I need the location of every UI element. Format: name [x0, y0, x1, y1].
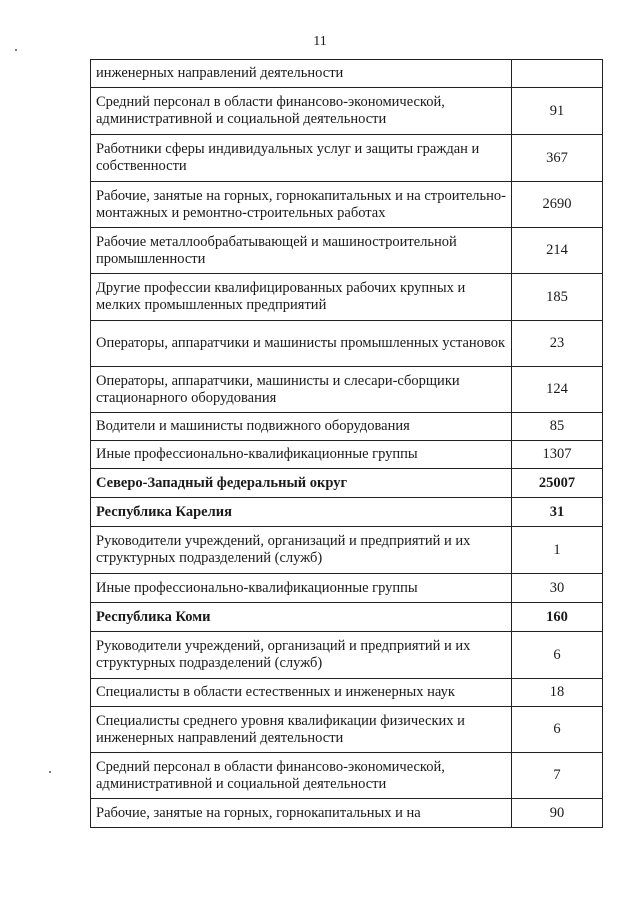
- row-label: Средний персонал в области финансово-экономической, административной и социальной деятельности: [91, 753, 512, 799]
- row-label: Северо-Западный федеральный округ: [91, 469, 512, 498]
- table-body: [91, 60, 603, 828]
- margin-mark: [49, 771, 51, 773]
- row-label: Специалисты в области естественных и инженерных наук: [91, 679, 512, 707]
- row-label: Средний персонал в области финансово-экономической, административной и социальной деятельности: [91, 88, 512, 135]
- row-value: [512, 60, 603, 88]
- row-value: 30: [512, 574, 603, 603]
- table-row: [91, 228, 603, 274]
- row-label: Рабочие, занятые на горных, горнокапитальных и на: [91, 799, 512, 828]
- row-label: Республика Коми: [91, 603, 512, 632]
- table-row: [91, 367, 603, 413]
- row-value: 18: [512, 679, 603, 707]
- table-row: [91, 321, 603, 367]
- table-row: [91, 182, 603, 228]
- row-value: 1: [512, 527, 603, 574]
- row-label: Операторы, аппаратчики и машинисты промышленных установок: [91, 321, 512, 367]
- margin-mark: [15, 49, 17, 51]
- row-label: Иные профессионально-квалификационные группы: [91, 441, 512, 469]
- table-section-row: [91, 603, 603, 632]
- table-row: [91, 135, 603, 182]
- row-label: Водители и машинисты подвижного оборудования: [91, 413, 512, 441]
- table-row: [91, 753, 603, 799]
- row-value: 25007: [512, 469, 603, 498]
- table-row: [91, 60, 603, 88]
- table-row: [91, 527, 603, 574]
- row-value: 31: [512, 498, 603, 527]
- row-value: 6: [512, 632, 603, 679]
- row-label: Республика Карелия: [91, 498, 512, 527]
- row-value: 160: [512, 603, 603, 632]
- statistics-table: [90, 59, 603, 828]
- row-label: Работники сферы индивидуальных услуг и защиты граждан и собственности: [91, 135, 512, 182]
- page-number: 11: [313, 34, 327, 49]
- table-row: [91, 679, 603, 707]
- row-value: 23: [512, 321, 603, 367]
- row-label: Рабочие металлообрабатывающей и машиностроительной промышленности: [91, 228, 512, 274]
- row-value: 214: [512, 228, 603, 274]
- table-row: [91, 88, 603, 135]
- row-value: 185: [512, 274, 603, 321]
- row-label: Руководители учреждений, организаций и предприятий и их структурных подразделений (служб): [91, 632, 512, 679]
- table-row: [91, 413, 603, 441]
- table-section-row: [91, 469, 603, 498]
- row-value: 91: [512, 88, 603, 135]
- row-value: 85: [512, 413, 603, 441]
- table-row: [91, 707, 603, 753]
- table-row: [91, 632, 603, 679]
- row-value: 124: [512, 367, 603, 413]
- row-label: Операторы, аппаратчики, машинисты и слесари-сборщики стационарного оборудования: [91, 367, 512, 413]
- row-label: Иные профессионально-квалификационные группы: [91, 574, 512, 603]
- row-label: Рабочие, занятые на горных, горнокапитальных и на строительно-монтажных и ремонтно-строительных работах: [91, 182, 512, 228]
- row-value: 1307: [512, 441, 603, 469]
- row-value: 367: [512, 135, 603, 182]
- table-section-row: [91, 498, 603, 527]
- row-label: Специалисты среднего уровня квалификации физических и инженерных направлений деятельности: [91, 707, 512, 753]
- row-value: 6: [512, 707, 603, 753]
- table-row: [91, 799, 603, 828]
- row-label: инженерных направлений деятельности: [91, 60, 512, 88]
- row-value: 2690: [512, 182, 603, 228]
- table-row: [91, 274, 603, 321]
- table-row: [91, 441, 603, 469]
- row-label: Руководители учреждений, организаций и предприятий и их структурных подразделений (служб): [91, 527, 512, 574]
- row-value: 7: [512, 753, 603, 799]
- table-row: [91, 574, 603, 603]
- row-label: Другие профессии квалифицированных рабочих крупных и мелких промышленных предприятий: [91, 274, 512, 321]
- row-value: 90: [512, 799, 603, 828]
